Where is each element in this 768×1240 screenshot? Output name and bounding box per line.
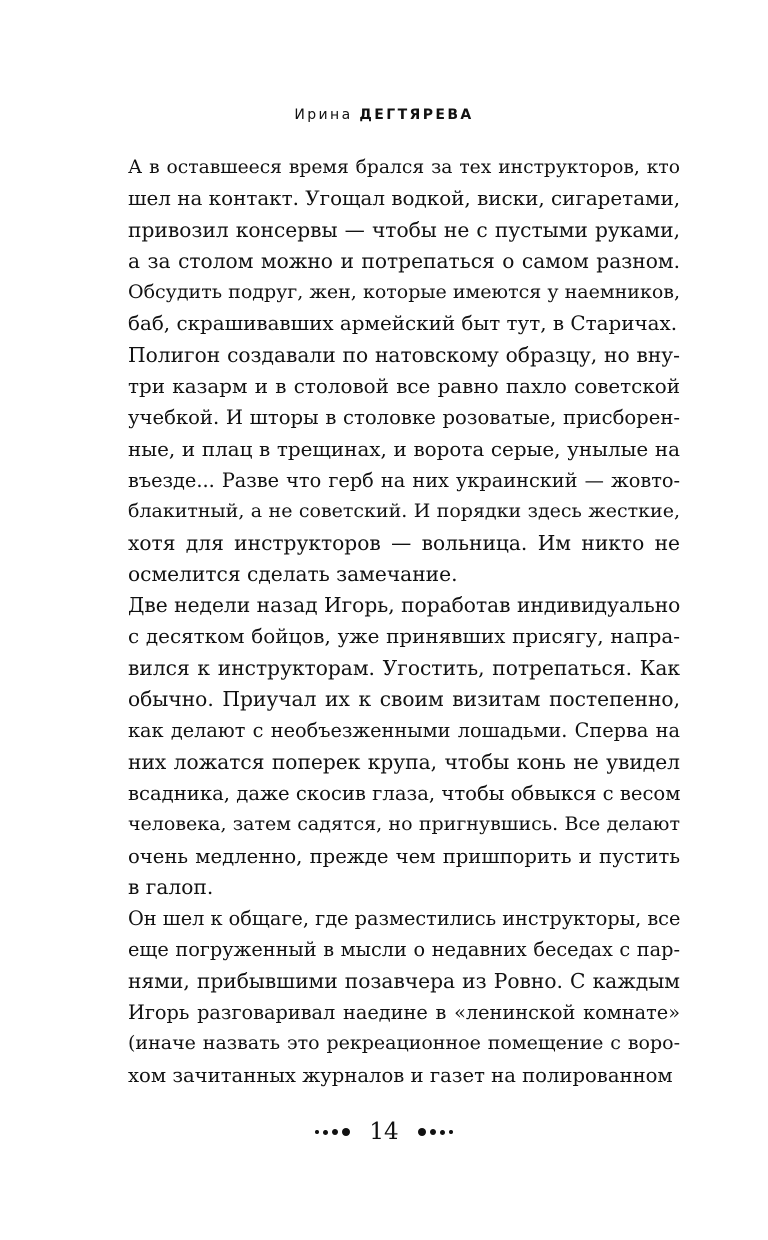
- author-last-name: ДЕГТЯРЕВА: [359, 107, 474, 123]
- text-line: хотя для инструкторов — вольница. Им никто не: [128, 530, 680, 555]
- text-line: А в оставшееся время брался за тех инструкторов, кто: [128, 157, 680, 178]
- author-first-name: Ирина: [294, 107, 353, 123]
- text-line: Полигон создавали по натовскому образцу, но вну-: [128, 342, 680, 367]
- text-line: нями, прибывшими позавчера из Ровно. С каждым: [128, 968, 680, 993]
- text-line: всадника, даже скосив глаза, чтобы обвыкся с весом: [128, 781, 681, 805]
- folio-ornament-right: [416, 1116, 455, 1146]
- text-line: хом зачитанных журналов и газет на полированном: [128, 1063, 673, 1087]
- running-head: [0, 105, 768, 125]
- text-line: учебкой. И шторы в столовке розоватые, присборен-: [128, 406, 680, 430]
- text-line: привозил консервы — чтобы не с пустыми руками,: [128, 217, 680, 242]
- paragraph: [128, 152, 680, 340]
- text-line: человека, затем садятся, но пригнувшись. Все делают: [128, 813, 680, 836]
- text-line: Обсудить подруг, жен, которые имеются у наемников,: [128, 281, 680, 304]
- text-line: еще погруженный в мысли о недавних беседах с пар-: [128, 938, 680, 962]
- page-number: 14: [369, 1119, 399, 1145]
- text-line: вился к инструкторам. Угостить, потрепаться. Как: [128, 655, 680, 680]
- text-line: осмелится сделать замечание.: [128, 561, 458, 586]
- text-line: а за столом можно и потрепаться о самом разном.: [128, 248, 680, 273]
- page-folio: [0, 1117, 768, 1148]
- text-line: Две недели назад Игорь, поработав индивидуально: [128, 593, 681, 618]
- paragraph: [128, 340, 680, 590]
- text-line: въезде... Разве что герб на них украинский — жовто-: [128, 468, 680, 492]
- body-text: [128, 152, 680, 1091]
- text-line: Он шел к общаге, где разместились инструкторы, все: [128, 907, 681, 931]
- text-line: ные, и плац в трещинах, и ворота серые, унылые на: [128, 437, 680, 461]
- text-line: шел на контакт. Угощал водкой, виски, сигаретами,: [128, 187, 681, 211]
- text-line: с десятком бойцов, уже принявших присягу, напра-: [128, 625, 680, 649]
- text-line: баб, скрашивавших армейский быт тут, в Старичах.: [128, 312, 678, 336]
- text-line: блакитный, а не советский. И порядки здесь жесткие,: [128, 500, 680, 523]
- text-line: них ложатся поперек крупа, чтобы конь не увидел: [128, 749, 680, 774]
- text-line: как делают с необъезженными лошадьми. Сперва на: [128, 719, 680, 743]
- text-line: три казарм и в столовой все равно пахло советской: [128, 375, 680, 399]
- paragraph: [128, 903, 680, 1091]
- text-line: (иначе назвать это рекреационное помещение с воро-: [128, 1032, 680, 1055]
- text-line: обычно. Приучал их к своим визитам постепенно,: [128, 687, 680, 712]
- text-line: очень медленно, прежде чем пришпорить и пустить: [128, 844, 680, 868]
- text-line: в галоп.: [128, 874, 214, 899]
- text-line: Игорь разговаривал наедине в «ленинской комнате»: [128, 1001, 680, 1025]
- folio-ornament-left: [313, 1116, 352, 1146]
- paragraph: [128, 590, 680, 903]
